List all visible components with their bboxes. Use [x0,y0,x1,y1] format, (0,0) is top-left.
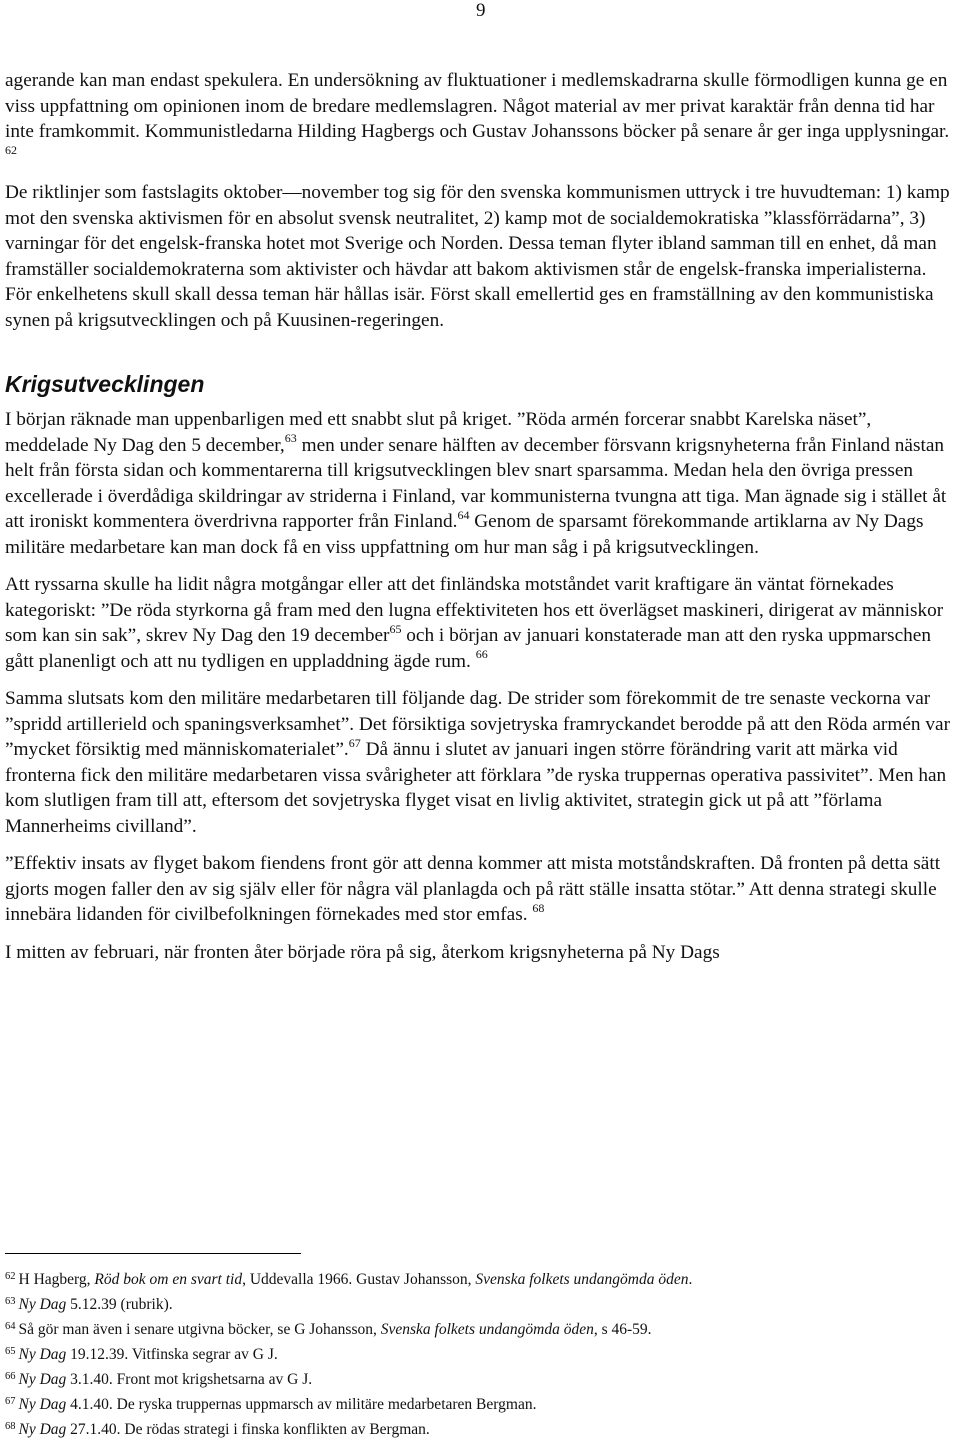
footnote-68: $^{68}$ Ny Dag 27.1.40. De rödas strategi i finska konflikten av Bergman. [5,1421,430,1438]
paragraph-february: I mitten av februari, när fronten åter började röra på sig, återkom krigsnyheterna på Ny Dags [5,941,720,963]
body-text [5,68,953,965]
footnote-64: $^{64}$ Så gör man även i senare utgivna böcker, se G Johansson, Svenska folkets undangömda öden, s 46-59. [5,1321,652,1338]
footnote-ref-63[interactable]: 63 [284,431,297,446]
footnote-ref-65[interactable]: 65 [389,621,402,636]
footnote-63: $^{63}$ Ny Dag 5.12.39 (rubrik). [5,1296,173,1313]
footnote-66: $^{66}$ Ny Dag 3.1.40. Front mot krigshetsarna av G J. [5,1371,313,1388]
footnote-separator [5,1253,301,1254]
footnote-ref-62[interactable]: 62 [5,143,17,158]
footnote-62: $^{62}$ H Hagberg, Röd bok om en svart tid, Uddevalla 1966. Gustav Johansson, Svenska folkets undangömda öden. [5,1271,693,1288]
footnotes [5,1268,953,1443]
footnote-ref-67[interactable]: 67 [348,735,361,750]
footnote-67: $^{67}$ Ny Dag 4.1.40. De ryska truppernas uppmarsch av militäre medarbetaren Bergman. [5,1396,537,1413]
footnote-65: $^{65}$ Ny Dag 19.12.39. Vitfinska segrar av G J. [5,1346,278,1363]
footnote-ref-64[interactable]: 64 [457,507,470,522]
footnote-ref-68[interactable]: 68 [532,900,545,915]
paragraph-war-start: I början räknade man uppenbarligen med ett snabbt slut på kriget. ”Röda armén forcerar snabbt Karelska näset”, meddelade Ny Dag den 5 december,$^{63}$ men under senare hälften av december försvann krigsnyheterna från Finland nästan helt från första sidan och kommentarerna till krigsutvecklingen blev snart sparsamma. Medan hela den övriga pressen excellerade i överdådiga skildringar av striderna i Finland, var kommunisterna tvungna att tiga. Man ägnade sig i stället åt att ironiskt kommentera överdrivna rapporter från Finland.$^{64}$ Genom de sparsamt förekommande artiklarna av Ny Dags militäre medarbetare kan man dock få en viss uppfattning om hur man såg i på krigsutvecklingen. [5,409,947,558]
intro-paragraph: agerande kan man endast spekulera. En undersökning av fluktuationer i medlemskadrarna skulle förmodligen kunna ge en viss uppfattning om opinionen inom de bredare medlemslagren. Något material av mer privat karaktär från denna tid har inte framkommit. Kommunistledarna Hilding Hagbergs och Gustav Johanssons böcker på senare år ger inga upplysningar. $^{62}$ [5,70,950,158]
page-number: 9 [476,0,486,21]
themes-paragraph: De riktlinjer som fastslagits oktober—november tog sig för den svenska kommunismen uttryck i tre huvudteman: 1) kamp mot den svenska aktivismen för en absolut svensk neutralitet, 2) kamp mot de socialdemokratiska ”klassförrädarna”, 3) varningar för det engelsk-franska hotet mot Sverige och Norden. Dessa teman flyter ibland samman till en enhet, då man framställer socialdemokraterna som aktivister och hävdar att bakom aktivismen står de engelsk-franska imperialisterna. För enkelhetens skull skall dessa teman här hållas isär. Först skall emellertid ges en framställning av den kommunistiska synen på krigsutvecklingen och på Kuusinen-regeringen. [5,182,950,331]
paragraph-military-analyst: Samma slutsats kom den militäre medarbetaren till följande dag. De strider som förekommit de tre senaste veckorna var ”spridd artillerield och spaningsverksamhet”. Det försiktiga sovjetryska framryckandet berodde på att den Röda armén var ”mycket försiktig med människomaterialet”.$^{67}$ Då ännu i slutet av januari ingen större förändring varit att märka vid fronterna fick den militäre medarbetaren vissa svårigheter att förklara ”de ryska truppernas operativa passivitet”. Men han kom slutligen fram till att, eftersom det sovjetryska flyget visat en livlig aktivitet, strategin gick ut på att ”förlama Mannerheims civilland”. [5,688,950,837]
footnote-ref-66[interactable]: 66 [475,647,488,662]
paragraph-air-strategy: ”Effektiv insats av flyget bakom fiendens front gör att denna kommer att mista motståndskraften. Då fronten på detta sätt gjorts mogen faller den av sig själv eller för några väl planlagda och på rätt ställe insatta stötar.” Att denna strategi skulle innebära lidanden för civilbefolkningen förnekades med stor emfas. $^{68}$ [5,853,941,925]
paragraph-setbacks: Att ryssarna skulle ha lidit några motgångar eller att det finländska motståndet varit kraftigare än väntat förnekades kategoriskt: ”De röda styrkorna gå fram med den lugna effektiviteten hos ett överlägset maskineri, dirigerat av människor som kan sin sak”, skrev Ny Dag den 19 december$^{65}$ och i början av januari konstaterade man att den ryska uppmarschen gått planenligt och att nu tydligen en uppladdning ägde rum. $^{66}$ [5,574,944,672]
section-heading: Krigsutvecklingen [5,371,205,397]
